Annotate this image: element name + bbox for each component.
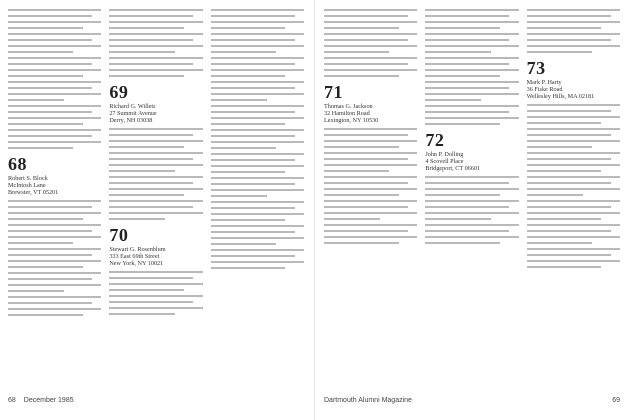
right-col-2 (425, 6, 518, 396)
text-block (425, 9, 518, 125)
class-contact (527, 79, 620, 100)
class-contact (109, 103, 202, 124)
contact-street: 333 East 69th Street (109, 253, 160, 260)
left-columns (8, 6, 304, 396)
section-number: 70 (109, 225, 129, 245)
text-block (8, 200, 101, 316)
contact-street: McIntosh Lane (8, 182, 46, 189)
text-block (211, 9, 304, 269)
section-number: 68 (8, 154, 27, 174)
text-block (527, 9, 620, 53)
left-col-3 (211, 6, 304, 396)
text-block (8, 9, 101, 149)
left-col-2 (109, 6, 202, 396)
contact-name: John P. Dolling (425, 151, 464, 158)
contact-street: 36 Fiske Road (526, 86, 563, 93)
section-number: 71 (324, 82, 343, 102)
text-block (324, 128, 417, 244)
section-number: 73 (526, 58, 546, 78)
page-gutter (314, 0, 315, 420)
class-contact (324, 103, 417, 124)
page-footer (8, 394, 304, 406)
right-page (324, 6, 620, 406)
contact-city: Brewster, VT 05201 (8, 189, 59, 196)
page-footer (324, 394, 620, 406)
page-number: 69 (612, 396, 620, 404)
contact-name: Stewart G. Rosenblum (109, 246, 166, 253)
left-col-1 (8, 6, 101, 396)
issue-date: December 1985 (23, 396, 74, 404)
right-col-1 (324, 6, 417, 396)
contact-city: Bridgeport, CT 06601 (425, 165, 481, 172)
class-contact (8, 175, 101, 196)
class-contact (109, 246, 202, 267)
right-columns (324, 6, 620, 396)
contact-name: Richard G. Willets (109, 103, 156, 110)
class-contact (425, 151, 518, 172)
contact-city: Wellesley Hills, MA 02181 (526, 93, 595, 100)
section-number: 72 (425, 130, 445, 150)
contact-city: Lexington, NY 10530 (324, 117, 379, 124)
right-col-3 (527, 6, 620, 396)
contact-name: Thomas G. Jackson (324, 103, 373, 110)
text-block (109, 9, 202, 77)
contact-name: Robert S. Block (8, 175, 48, 182)
contact-street: 4 Scovell Place (425, 158, 464, 165)
contact-street: 32 Hamilton Road (324, 110, 370, 117)
contact-street: 27 Summit Avenue (109, 110, 157, 117)
text-block (425, 176, 518, 244)
contact-city: New York, NY 10021 (109, 260, 164, 267)
section-number: 69 (109, 82, 129, 102)
text-block (109, 128, 202, 220)
left-page (8, 6, 304, 406)
contact-city: Derry, NH 03038 (109, 117, 153, 124)
page-number: 68 (8, 396, 16, 404)
text-block (527, 104, 620, 268)
text-block (324, 9, 417, 77)
magazine-name: Dartmouth Alumni Magazine (324, 396, 412, 404)
contact-name: Mark P. Harty (526, 79, 562, 86)
text-block (109, 271, 202, 315)
